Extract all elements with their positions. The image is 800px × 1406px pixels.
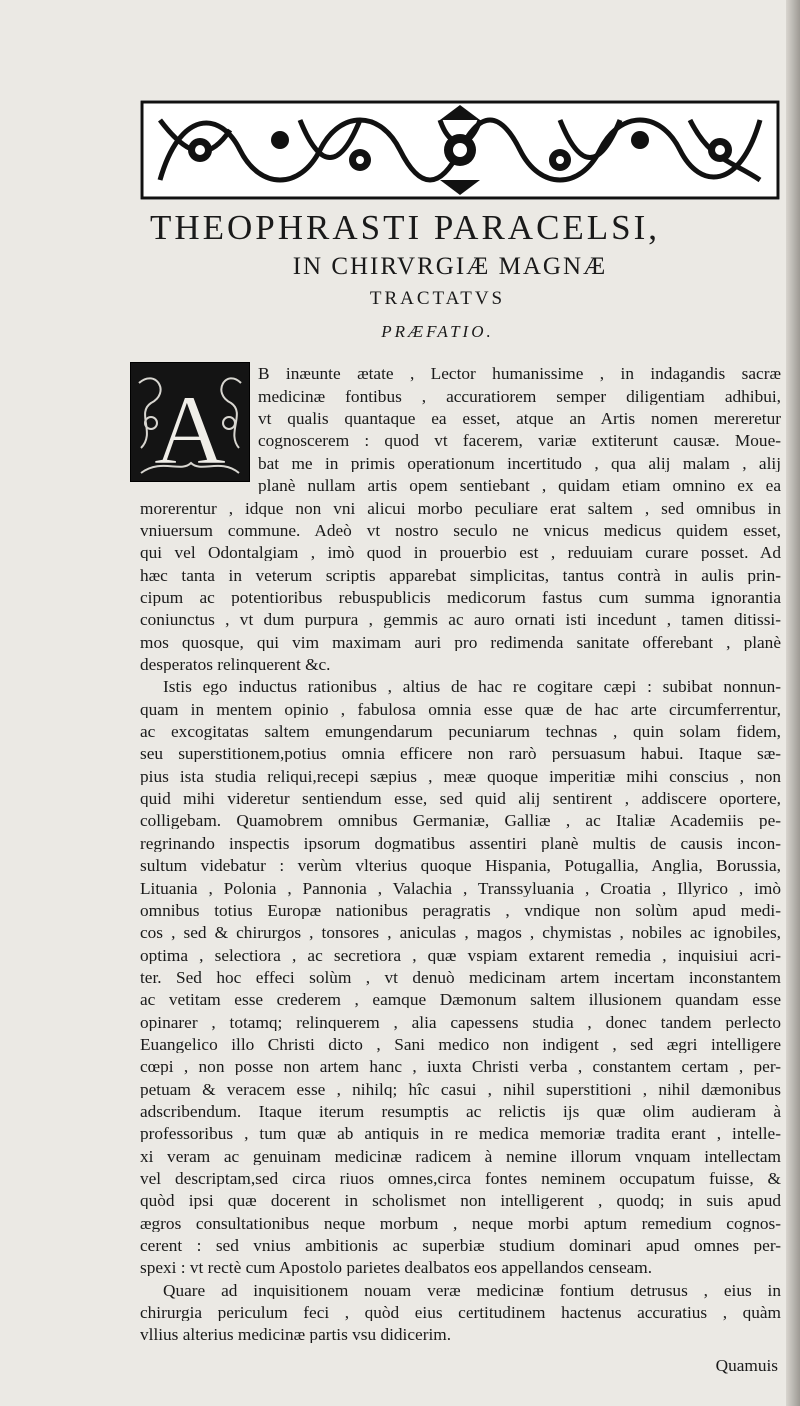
text-line: adscribendum. Itaque iterum resumptis ac relictis ijs quæ olim audieram à (140, 1103, 781, 1121)
headpiece-ornament-icon (140, 100, 780, 200)
text-line: vllius alterius medicinæ partis vsu didicerim. (140, 1326, 452, 1344)
text-line: opinarer , totamq; relinquerem , alia capessens studia , donec tandem perlecto (140, 1014, 781, 1032)
text-line: petuam & veracem esse , nihilq; hîc casui , nihil superstitioni , nihil dæmonibus (140, 1081, 781, 1099)
text-line: morerentur , idque non vni alicui morbo peculiare erat saltem , sed omnibus in (140, 500, 781, 518)
text-line: colligebam. Quamobrem omnibus Germaniæ, Galliæ , ac Italiæ Academiis pe- (140, 812, 781, 830)
text-line: Quare ad inquisitionem nouam veræ medicinæ fontium detrusus , eius in (163, 1282, 781, 1300)
title-work: IN CHIRVRGIÆ MAGNÆ (292, 253, 608, 280)
text-line: omnibus totius Europæ nationibus peragratis , vndique non solùm apud medi- (140, 902, 781, 920)
text-line: professoribus , tum quæ ab antiquis in re medica memoriæ tradita erant , intelle- (140, 1125, 781, 1143)
text-line: B inæunte ætate , Lector humanissime , in indagandis sacræ (258, 365, 781, 383)
text-line: medicinæ fontibus , accuratiorem semper diligentiam adhibui, (258, 388, 781, 406)
text-line: spexi : vt rectè cum Apostolo parietes dealbatos eos appellandos censeam. (140, 1259, 653, 1277)
text-line: quam in mentem opinio , fabulosa omnia esse quæ de hac arte circumferrentur, (140, 701, 781, 719)
text-line: sultum videbatur : verùm vlterius quoque Hispania, Potugallia, Anglia, Borussia, (140, 857, 781, 875)
text-line: seu superstitionem,potius omnia efficere non rarò persuasum habui. Itaque sæ- (140, 745, 781, 763)
text-line: planè nullam artis opem sentiebant , quidam etiam omnino ex ea (258, 477, 781, 495)
text-line: ter. Sed hoc effeci solùm , vt denuò medicinam artem incertam inconstantem (140, 969, 781, 987)
text-line: quòd ipsi quæ docerent in scholismet non intelligerent , quodq; in suis apud (140, 1192, 781, 1210)
text-line: Lituania , Polonia , Pannonia , Valachia , Transsyluania , Croatia , Illyrico , imò (140, 880, 781, 898)
text-line: xi veram ac genuinam medicinæ radicem à nemine illorum vnquam intellectam (140, 1148, 781, 1166)
text-line: cognoscerem : quod vt facerem, variæ extiterunt causæ. Moue- (258, 432, 781, 450)
text-line: cerent : sed vnius ambitionis ac superbiæ studium dominari apud omnes per- (140, 1237, 781, 1255)
title-tractatus: TRACTATVS (369, 288, 506, 309)
text-line: vniuersum commune. Adeò vt nostro seculo ne vnicus medicus quidem esset, (140, 522, 781, 540)
text-line: ægros consultationibus neque morbum , neque morbi aptum remedium cognos- (140, 1215, 781, 1233)
text-line: vel descriptam,sed circa riuos omnes,circa fontes neminem occupatum fuisse, & (140, 1170, 781, 1188)
text-line: cos , sed & chirurgos , tonsores , aniculas , magos , chymistas , nobiles ac ignobiles, (140, 924, 781, 942)
text-line: chirurgia periculum feci , quòd eius certitudinem hactenus accuratius , quàm (140, 1304, 781, 1322)
text-line: cipum ac potentioribus rebuspublicis medicorum fastus cum summa ignorantia (140, 589, 781, 607)
text-line: vt qualis quantaque ea esset, atque an Artis nomen mereretur (258, 410, 781, 428)
title-author: THEOPHRASTI PARACELSI, (150, 208, 661, 247)
text-line: cœpi , non posse non artem hanc , iuxta Christi verba , constantem certam , per- (140, 1058, 781, 1076)
text-line: hæc tanta in veterum scriptis apparebat simplicitas, tantus contrà in aulis prin- (140, 567, 781, 585)
text-line: regrinando inspectis ipsorum dogmatibus assentiri planè multis de causis incon- (140, 835, 781, 853)
catchword: Quamuis (715, 1356, 778, 1375)
text-line: bat me in primis operationum incertitudo , qua alij malam , alij (258, 455, 781, 473)
text-line: qui vel Odontalgiam , imò quod in prouerbio est , reduuiam curare posset. Ad (140, 544, 781, 562)
text-line: ac excogitatas saltem emungendarum pecuniarum technas , quin solam fidem, (140, 723, 781, 741)
initial-ornament-icon (131, 363, 249, 481)
text-line: mos quosque, qui vim maximam auri pro redimenda sanitate offerebant , planè (140, 634, 781, 652)
text-line: coniunctus , vt dum purpura , gemmis ac auro ornati isti incedunt , tamen ditissi- (140, 611, 781, 629)
text-line: pius ista studia reliqui,recepi sæpius , meæ quoque imperitiæ mihi conscius , non (140, 768, 781, 786)
title-praefatio: PRÆFATIO. (381, 322, 494, 341)
text-line: Euangelico illo Christi dicto , Sani medico non indigent , sed ægri intelligere (140, 1036, 781, 1054)
text-line: desperatos relinquerent &c. (140, 656, 331, 674)
text-line: quid mihi videretur sentiendum esse, sed quid alij sentirent , addiscere oportere, (140, 790, 781, 808)
decorated-initial (130, 362, 250, 482)
text-line: Istis ego inductus rationibus , altius de hac re cogitare cæpi : subibat nonnun- (163, 678, 781, 696)
text-line: optima , selectiora , ac secretiora , quæ vspiam extarent remedia , inquisiui acri- (140, 947, 781, 965)
initial-letter: A (153, 374, 227, 481)
text-line: ac vetitam esse crederem , eamque Dæmonum saltem illusionem quandam esse (140, 991, 781, 1009)
ornamental-headpiece (140, 100, 780, 200)
